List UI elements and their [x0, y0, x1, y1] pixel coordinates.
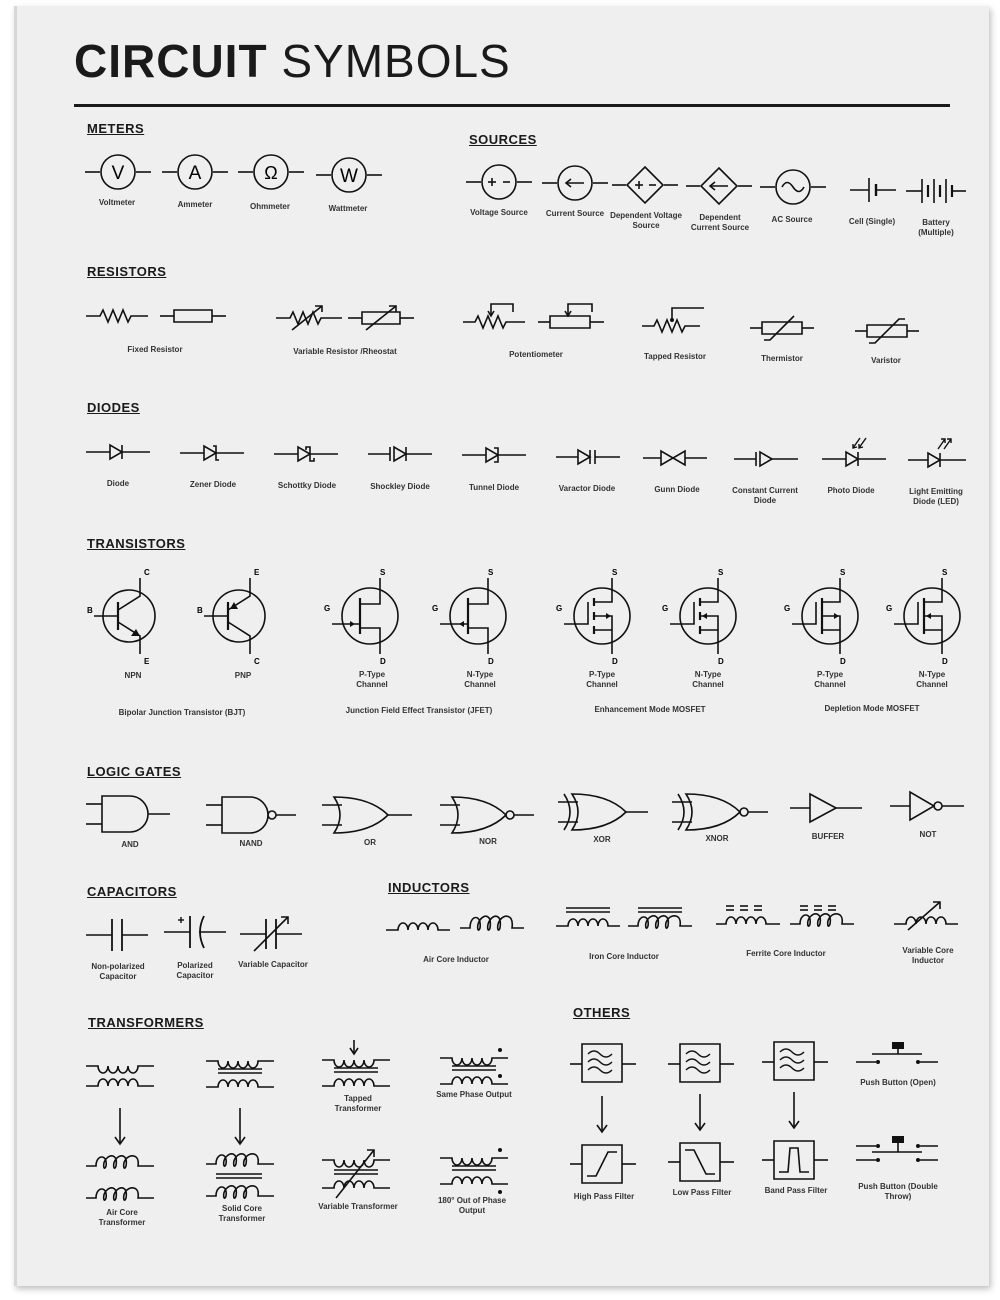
current-source-symbol — [542, 163, 608, 203]
variable-resistor-zigzag-symbol — [276, 302, 342, 334]
jfet-n-channel-symbol — [430, 566, 516, 666]
band-pass-filter-label: Band Pass Filter — [764, 1186, 828, 1195]
variable-capacitor-symbol — [240, 913, 302, 955]
variable-core-inductor-symbol — [894, 898, 958, 932]
variable-resistor-label: Variable Resistor /Rheostat — [293, 347, 397, 356]
tapped-resistor-label: Tapped Resistor — [643, 352, 707, 361]
ohmmeter-symbol — [238, 152, 304, 192]
battery-symbol — [906, 173, 966, 209]
svg-text:Ω: Ω — [264, 163, 278, 183]
not-label: NOT — [919, 830, 937, 839]
polarized-capacitor-symbol — [164, 912, 226, 952]
cell-label: Cell (Single) — [848, 217, 896, 226]
svg-text:S: S — [942, 568, 948, 577]
ammeter-symbol — [162, 152, 228, 192]
solid-core-arrow-icon — [206, 1106, 276, 1148]
varistor-symbol — [855, 315, 919, 347]
voltmeter-symbol — [85, 152, 151, 192]
same-phase-output-symbol — [440, 1046, 510, 1090]
svg-text:D: D — [942, 657, 948, 666]
not-gate-symbol — [890, 786, 964, 826]
jfet-p-channel-symbol — [322, 566, 408, 666]
variable-capacitor-label: Variable Capacitor — [238, 960, 308, 969]
svg-text:C: C — [254, 657, 260, 666]
section-meters: METERS — [87, 121, 145, 136]
push-button-double-throw-label: Push Button (Double Throw) — [858, 1182, 938, 1201]
zener-diode-symbol — [180, 442, 244, 464]
fixed-resistor-box-symbol — [160, 306, 226, 326]
section-inductors: INDUCTORS — [388, 880, 470, 895]
led-label: Light Emitting Diode (LED) — [909, 487, 963, 506]
polarized-capacitor-label: Polarized Capacitor — [176, 961, 214, 980]
svg-text:G: G — [324, 604, 331, 613]
mosfet-enh-p-channel-label: P-Type Channel — [586, 670, 618, 689]
nor-gate-symbol — [440, 793, 534, 837]
air-core-inductor-symbol-1 — [386, 912, 450, 936]
svg-text:G: G — [662, 604, 669, 613]
title-bold: CIRCUIT — [74, 35, 268, 87]
nor-label: NOR — [479, 837, 497, 846]
xnor-label: XNOR — [705, 834, 729, 843]
voltage-source-label: Voltage Source — [470, 208, 528, 217]
nand-gate-symbol — [206, 793, 296, 837]
jfet-group-label: Junction Field Effect Transistor (JFET) — [345, 706, 493, 715]
enhancement-mosfet-group-label: Enhancement Mode MOSFET — [594, 705, 706, 714]
svg-text:G: G — [886, 604, 893, 613]
wattmeter-label: Wattmeter — [328, 204, 368, 213]
section-capacitors: CAPACITORS — [87, 884, 177, 899]
high-pass-filter-input-symbol — [570, 1040, 636, 1086]
fixed-resistor-label: Fixed Resistor — [127, 345, 183, 354]
push-button-open-label: Push Button (Open) — [860, 1078, 936, 1087]
svg-text:S: S — [612, 568, 618, 577]
varistor-label: Varistor — [871, 356, 901, 365]
tapped-transformer-symbol — [322, 1040, 392, 1096]
band-pass-arrow-icon — [762, 1090, 828, 1132]
npn-label: NPN — [124, 671, 142, 680]
ferrite-core-inductor-label: Ferrite Core Inductor — [746, 949, 826, 958]
mosfet-dep-p-channel-label: P-Type Channel — [814, 670, 846, 689]
potentiometer-label: Potentiometer — [509, 350, 563, 359]
svg-text:G: G — [784, 604, 791, 613]
iron-core-inductor-symbol-1 — [556, 902, 620, 932]
led-symbol — [908, 437, 966, 471]
low-pass-filter-label: Low Pass Filter — [672, 1188, 732, 1197]
dependent-voltage-source-label: Dependent Voltage Source — [610, 211, 682, 230]
and-gate-symbol — [86, 792, 170, 836]
svg-text:G: G — [432, 604, 439, 613]
dependent-current-source-symbol — [686, 166, 752, 206]
section-others: OTHERS — [573, 1005, 631, 1020]
solid-core-transformer-before-symbol — [206, 1049, 276, 1093]
section-logic-gates: LOGIC GATES — [87, 764, 182, 779]
jfet-n-channel-label: N-Type Channel — [464, 670, 496, 689]
and-label: AND — [121, 840, 139, 849]
air-core-inductor-symbol-2 — [460, 910, 524, 934]
same-phase-output-label: Same Phase Output — [436, 1090, 512, 1099]
svg-text:S: S — [840, 568, 846, 577]
mosfet-depletion-p-channel-symbol — [782, 566, 868, 666]
svg-text:S: S — [488, 568, 494, 577]
svg-text:D: D — [612, 657, 618, 666]
svg-text:E: E — [254, 568, 260, 577]
shockley-diode-symbol — [368, 443, 432, 465]
ac-source-label: AC Source — [771, 215, 813, 224]
voltmeter-label: Voltmeter — [98, 198, 136, 207]
svg-text:E: E — [144, 657, 150, 666]
shockley-diode-label: Shockley Diode — [370, 482, 430, 491]
svg-text:D: D — [718, 657, 724, 666]
thermistor-label: Thermistor — [761, 354, 803, 363]
svg-text:A: A — [188, 163, 202, 184]
solid-core-transformer-symbol — [206, 1150, 276, 1202]
section-transformers: TRANSFORMERS — [88, 1015, 204, 1030]
section-resistors: RESISTORS — [87, 264, 167, 279]
high-pass-filter-label: High Pass Filter — [573, 1192, 635, 1201]
svg-text:V: V — [111, 163, 125, 184]
depletion-mosfet-group-label: Depletion Mode MOSFET — [824, 704, 920, 713]
band-pass-filter-input-symbol — [762, 1038, 828, 1084]
air-core-transformer-before-symbol — [86, 1050, 156, 1094]
or-gate-symbol — [322, 793, 412, 837]
page-title — [74, 34, 511, 88]
svg-text:S: S — [718, 568, 724, 577]
variable-transformer-label: Variable Transformer — [318, 1202, 398, 1211]
air-core-transformer-symbol — [86, 1152, 156, 1204]
potentiometer-box-symbol — [538, 298, 604, 332]
svg-text:B: B — [197, 606, 203, 615]
high-pass-arrow-icon — [570, 1094, 636, 1136]
variable-transformer-symbol — [322, 1146, 392, 1202]
iron-core-inductor-symbol-2 — [628, 902, 692, 932]
buffer-gate-symbol — [790, 788, 862, 828]
pnp-transistor-symbol — [196, 566, 276, 666]
nand-label: NAND — [239, 839, 263, 848]
variable-core-inductor-label: Variable Core Inductor — [902, 946, 954, 965]
ammeter-label: Ammeter — [177, 200, 213, 209]
low-pass-filter-input-symbol — [668, 1040, 734, 1086]
svg-text:B: B — [87, 606, 93, 615]
ohmmeter-label: Ohmmeter — [249, 202, 290, 211]
tunnel-diode-label: Tunnel Diode — [468, 483, 520, 492]
schottky-diode-symbol — [274, 443, 338, 465]
tunnel-diode-symbol — [462, 444, 526, 466]
tapped-resistor-symbol — [642, 304, 708, 334]
diode-symbol — [86, 441, 150, 463]
voltage-source-symbol — [466, 162, 532, 202]
mosfet-enh-n-channel-label: N-Type Channel — [692, 670, 724, 689]
svg-text:S: S — [380, 568, 386, 577]
thermistor-symbol — [750, 312, 814, 344]
non-polarized-capacitor-symbol — [86, 915, 148, 955]
zener-diode-label: Zener Diode — [189, 480, 237, 489]
buffer-label: BUFFER — [811, 832, 845, 841]
push-button-double-throw-symbol — [856, 1134, 938, 1170]
schottky-diode-label: Schottky Diode — [277, 481, 337, 490]
gunn-diode-label: Gunn Diode — [654, 485, 700, 494]
non-polarized-capacitor-label: Non-polarized Capacitor — [91, 962, 145, 981]
gunn-diode-symbol — [643, 447, 707, 469]
photo-diode-symbol — [822, 436, 886, 470]
xor-label: XOR — [593, 835, 611, 844]
section-transistors: TRANSISTORS — [87, 536, 186, 551]
bjt-group-label: Bipolar Junction Transistor (BJT) — [118, 708, 246, 717]
svg-text:D: D — [488, 657, 494, 666]
dependent-voltage-source-symbol — [612, 165, 678, 205]
title-divider — [74, 104, 950, 107]
fixed-resistor-zigzag-symbol — [86, 306, 148, 326]
low-pass-arrow-icon — [668, 1092, 734, 1134]
mosfet-depletion-n-channel-symbol — [884, 566, 970, 666]
band-pass-filter-symbol — [762, 1138, 828, 1182]
high-pass-filter-symbol — [570, 1142, 636, 1186]
air-core-arrow-icon — [86, 1106, 156, 1148]
photo-diode-label: Photo Diode — [827, 486, 875, 495]
section-diodes: DIODES — [87, 400, 140, 415]
section-sources: SOURCES — [469, 132, 537, 147]
svg-text:D: D — [380, 657, 386, 666]
jfet-p-channel-label: P-Type Channel — [356, 670, 388, 689]
varactor-diode-symbol — [556, 446, 620, 468]
battery-label: Battery (Multiple) — [918, 218, 954, 237]
svg-text:G: G — [556, 604, 563, 613]
xor-gate-symbol — [558, 790, 648, 834]
low-pass-filter-symbol — [668, 1140, 734, 1184]
mosfet-enhancement-n-channel-symbol — [660, 566, 746, 666]
mosfet-enhancement-p-channel-symbol — [554, 566, 640, 666]
varactor-diode-label: Varactor Diode — [558, 484, 616, 493]
ac-source-symbol — [760, 167, 826, 207]
iron-core-inductor-label: Iron Core Inductor — [589, 952, 659, 961]
out-of-phase-output-label: 180° Out of Phase Output — [437, 1196, 507, 1215]
xnor-gate-symbol — [672, 790, 768, 834]
tapped-transformer-label: Tapped Transformer — [334, 1094, 382, 1113]
push-button-open-symbol — [856, 1040, 938, 1068]
npn-transistor-symbol — [86, 566, 166, 666]
constant-current-diode-label: Constant Current Diode — [732, 486, 798, 505]
title-normal: SYMBOLS — [281, 35, 511, 87]
ferrite-core-inductor-symbol-2 — [790, 900, 854, 930]
variable-resistor-box-symbol — [348, 302, 414, 334]
mosfet-dep-n-channel-label: N-Type Channel — [916, 670, 948, 689]
svg-text:C: C — [144, 568, 150, 577]
potentiometer-zigzag-symbol — [463, 298, 525, 332]
dependent-current-source-label: Dependent Current Source — [690, 213, 750, 232]
ferrite-core-inductor-symbol-1 — [716, 900, 780, 930]
air-core-inductor-label: Air Core Inductor — [423, 955, 489, 964]
svg-text:D: D — [840, 657, 846, 666]
out-of-phase-output-symbol — [440, 1146, 510, 1194]
solid-core-transformer-label: Solid Core Transformer — [218, 1204, 266, 1223]
current-source-label: Current Source — [545, 209, 605, 218]
pnp-label: PNP — [234, 671, 252, 680]
or-label: OR — [364, 838, 376, 847]
svg-text:W: W — [340, 166, 358, 187]
diode-label: Diode — [106, 479, 130, 488]
air-core-transformer-label: Air Core Transformer — [98, 1208, 146, 1227]
constant-current-diode-symbol — [734, 448, 798, 470]
wattmeter-symbol — [316, 155, 382, 195]
cell-symbol — [850, 172, 896, 208]
